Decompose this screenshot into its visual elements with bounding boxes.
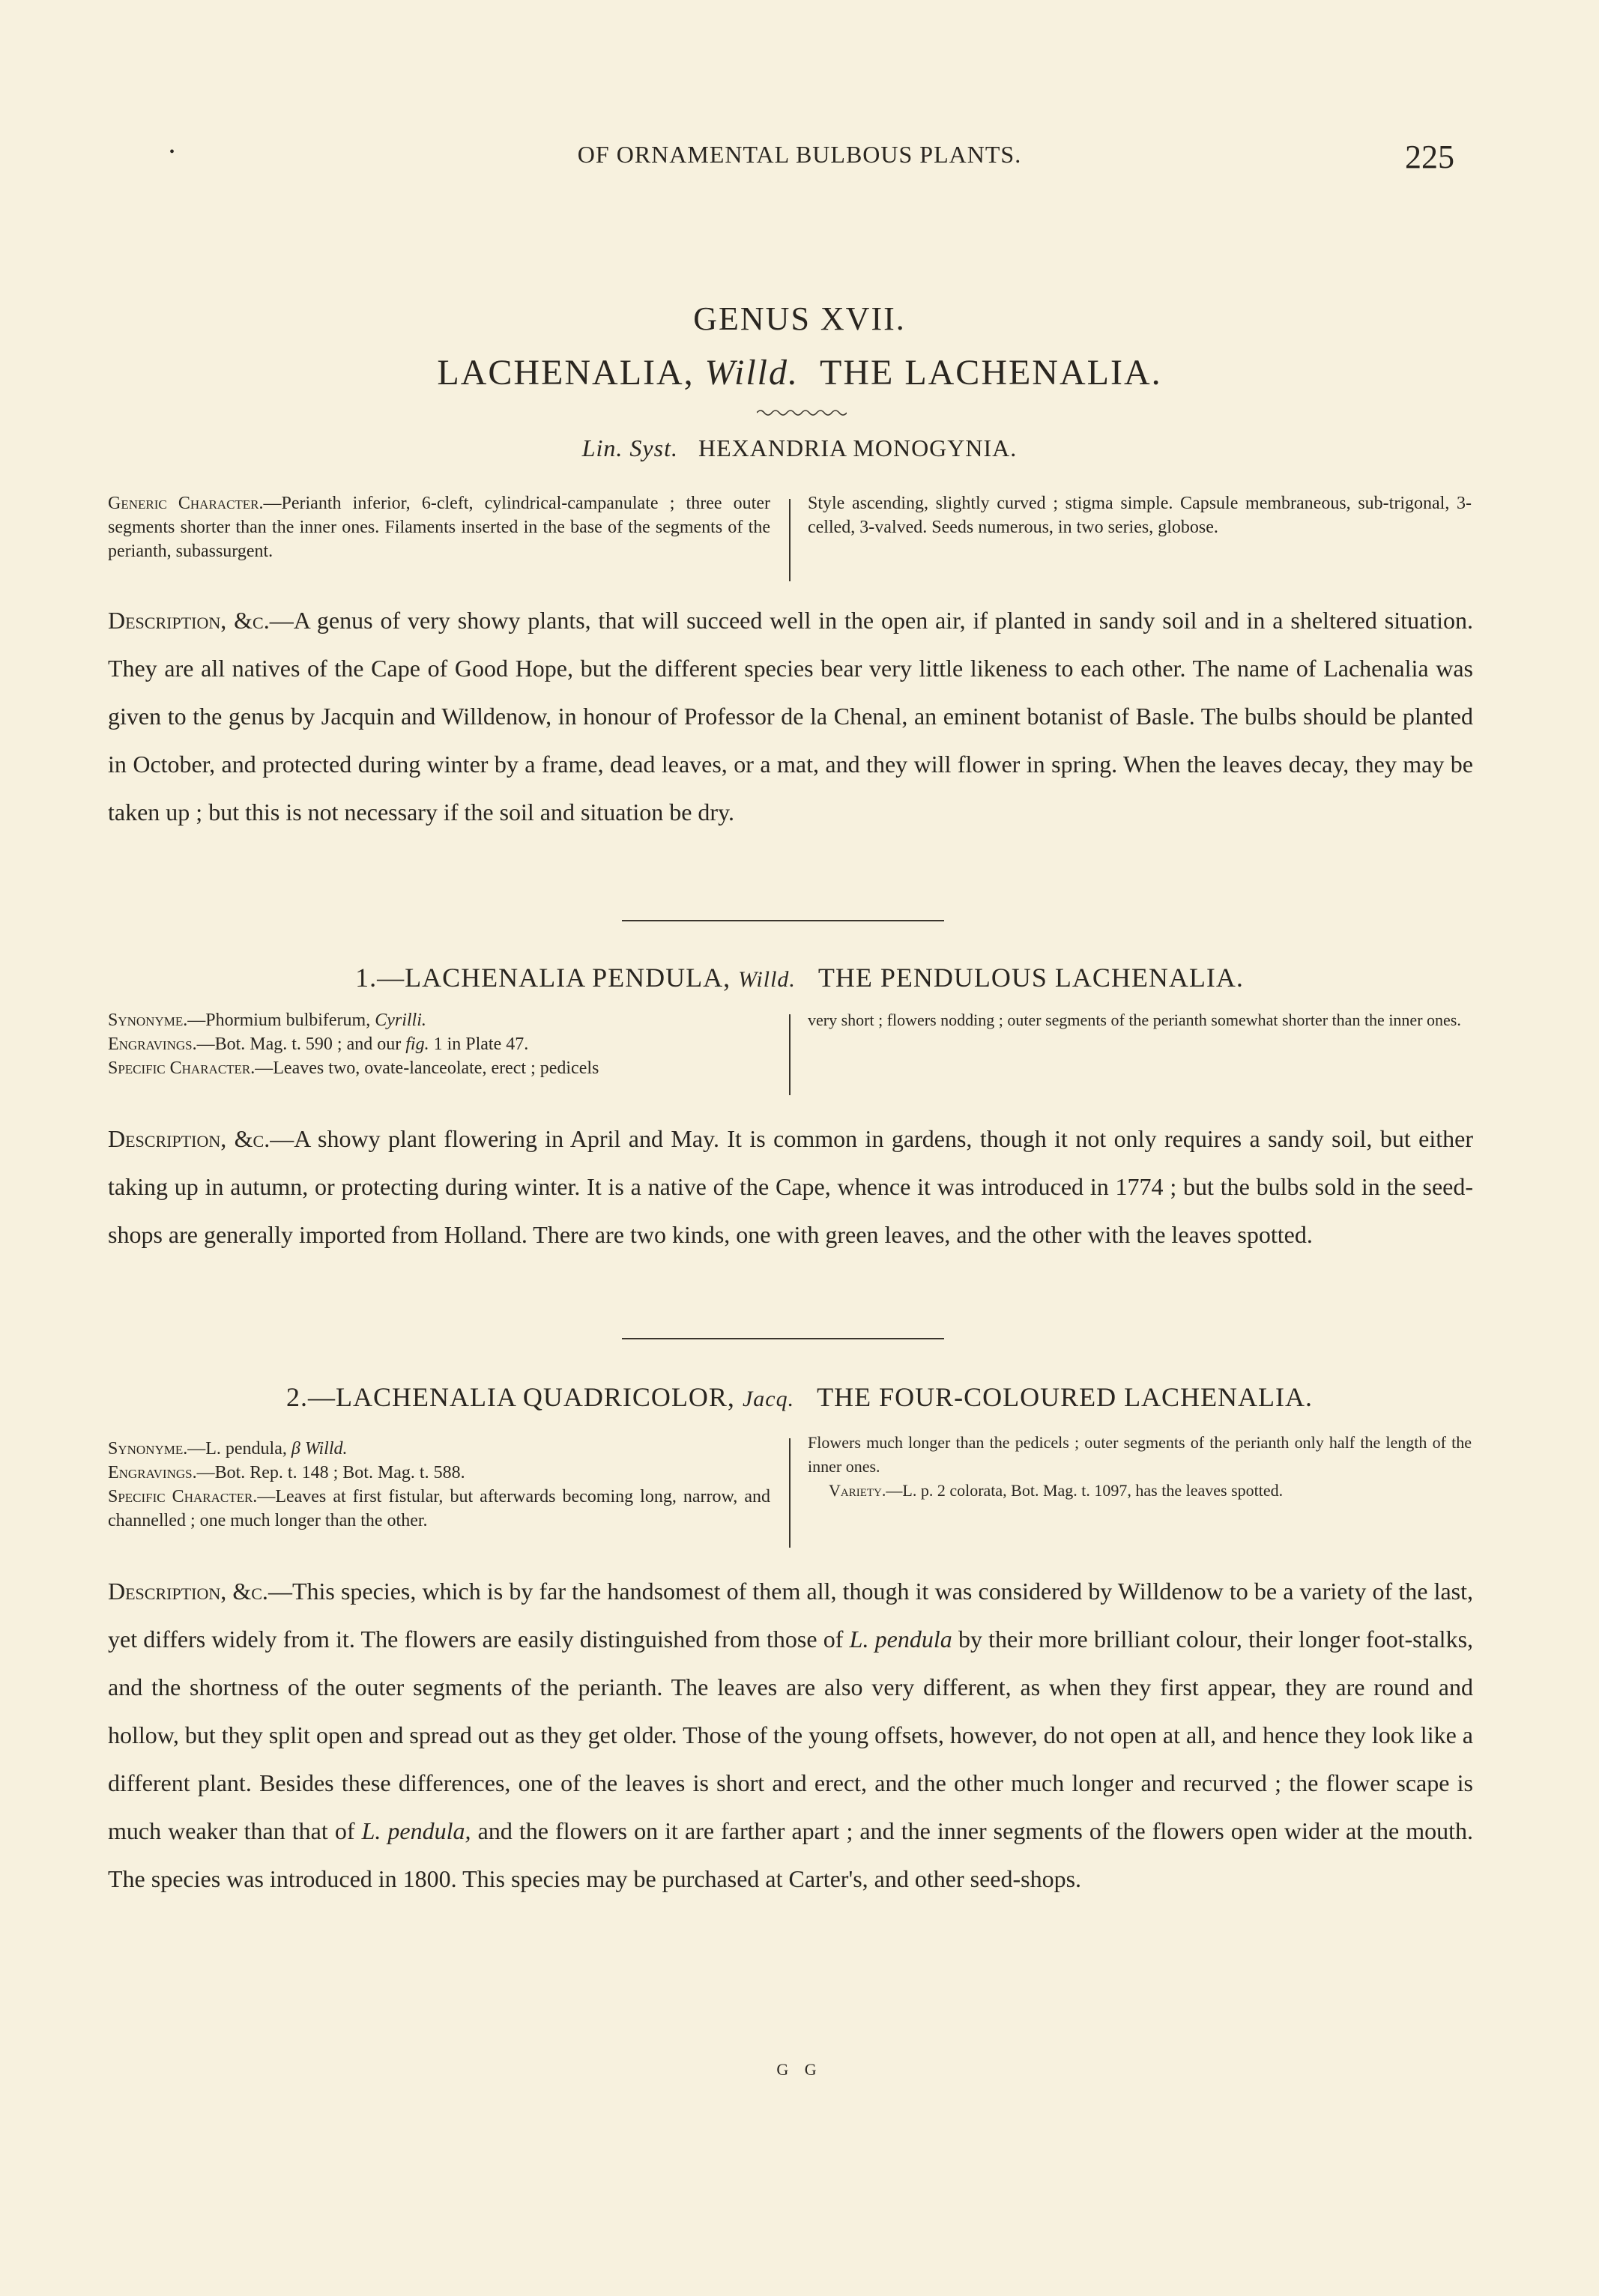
species-2-authority: Jacq. — [742, 1387, 795, 1411]
species-1-notes-left — [108, 1008, 770, 1080]
specific-character-text: —Leaves at first fistular, but afterwards becoming long, narrow, and channelled ; one much longer than the other. — [108, 1487, 770, 1530]
specific-character-label: Specific Character. — [108, 1058, 256, 1078]
species-1-heading — [0, 962, 1599, 993]
genus-common-name: THE LACHENALIA. — [820, 353, 1162, 393]
section-divider — [622, 1338, 944, 1339]
species-2-name: 2.—LACHENALIA QUADRICOLOR, — [285, 1382, 735, 1412]
description-italic-2: L. pendula, — [361, 1817, 471, 1844]
description-text: —A showy plant flowering in April and May. It is common in gardens, though it not only requires a sandy soil, but either taking up in autumn, or protecting during winter. It is a native of the Cape, whence it was introduced in 1774 ; but the bulbs sold in the seed-shops are generally imported from Holland. There are two kinds, one with green leaves, and the other with the leaves spotted. — [108, 1125, 1474, 1248]
species-2-common-name: THE FOUR-COLOURED LACHENALIA. — [817, 1382, 1314, 1412]
description-text-1: —This species, which is by far the handsomest of them all, though it was considered by Willdenow to be a variety of the last, yet differs widely from it. The flowers are easily distinguished from those of — [108, 1578, 1474, 1653]
genus-authority: Willd. — [704, 353, 800, 393]
genus-name: LACHENALIA, — [437, 353, 695, 393]
specific-character-label: Specific Character. — [108, 1487, 258, 1506]
description-italic-1: L. pendula — [849, 1626, 952, 1653]
description-label: Description, &c. — [108, 1125, 270, 1152]
description-text-2: by their more brilliant colour, their longer foot-stalks, and the shortness of the outer segments of the perianth. The leaves are also very different, as when they first appear, they are round and hollow, but they split open and spread out as they get older. Those of the young offsets, however, do not open at all, and hence they look like a different plant. Besides these differences, one of the leaves is short and erect, and the other much longer and recurved ; the flower scape is much weaker than that of — [108, 1626, 1474, 1844]
species-1-name: 1.—LACHENALIA PENDULA, — [355, 963, 731, 993]
synonyme-text: —Phormium bulbiferum, — [187, 1011, 371, 1030]
squiggle-ornament — [757, 408, 847, 417]
description-label: Description, &c. — [108, 1578, 268, 1605]
linnaean-system — [0, 434, 1599, 462]
synonyme-label: Synonyme. — [108, 1011, 188, 1030]
engravings-fig: fig. — [405, 1035, 429, 1054]
species-2-heading — [0, 1381, 1599, 1413]
lin-syst-value: HEXANDRIA MONOGYNIA. — [698, 434, 1018, 461]
generic-character-label: Generic Character. — [108, 494, 264, 513]
column-divider — [789, 1438, 791, 1548]
section-divider — [622, 920, 944, 921]
synonyme-authority: β Willd. — [291, 1439, 348, 1459]
species-2-description — [108, 1567, 1473, 1903]
description-text: —A genus of very showy plants, that will succeed well in the open air, if planted in sandy soil and in a sheltered situation. They are all natives of the Cape of Good Hope, but the different species bear very little likeness to each other. The name of Lachenalia was given to the genus by Jacquin and Willdenow, in honour of Professor de la Chenal, an eminent botanist of Basle. The bulbs should be planted in October, and protected during winter by a frame, dead leaves, or a mat, and they will flower in spring. When the leaves decay, they may be taken up ; but this is not necessary if the soil and situation be dry. — [108, 607, 1473, 826]
genus-label: GENUS XVII. — [693, 300, 906, 337]
lin-syst-label: Lin. Syst. — [581, 434, 678, 461]
generic-character-right: Style ascending, slightly curved ; stigma simple. Capsule membraneous, sub-trigonal, 3-celled, 3-valved. Seeds numerous, in two series, globose. — [808, 494, 1472, 537]
description-label: Description, &c. — [108, 607, 270, 634]
species-2-right-text: Flowers much longer than the pedicels ; outer segments of the perianth only half the length of the inner ones. — [808, 1433, 1472, 1476]
genus-description — [108, 596, 1473, 836]
column-divider — [789, 1014, 791, 1095]
generic-character-left — [108, 491, 770, 563]
engravings-tail: 1 in Plate 47. — [433, 1035, 529, 1054]
engravings-label: Engravings. — [108, 1035, 197, 1054]
engravings-text: —Bot. Rep. t. 148 ; Bot. Mag. t. 588. — [196, 1463, 465, 1482]
page-number: 225 — [1405, 139, 1454, 175]
species-2-notes-left — [108, 1437, 770, 1533]
description-text-3: and the flowers on it are farther apart ; and the inner segments of the flowers open wider at the mouth. The species was introduced in 1800. This species may be purchased at Carter's, and other seed-shops. — [108, 1817, 1474, 1892]
species-1-authority: Willd. — [738, 967, 796, 992]
species-1-description — [108, 1115, 1473, 1258]
specific-character-text: —Leaves two, ovate-lanceolate, erect ; pedicels — [255, 1058, 599, 1078]
running-title: OF ORNAMENTAL BULBOUS PLANTS. — [577, 141, 1022, 168]
synonyme-text: —L. pendula, — [187, 1439, 287, 1459]
genus-title — [0, 352, 1599, 393]
species-2-notes-right — [808, 1431, 1472, 1503]
synonyme-label: Synonyme. — [108, 1439, 188, 1459]
generic-character-text: —Perianth inferior, 6-cleft, cylindrical-campanulate ; three outer segments shorter than the inner ones. Filaments inserted in the base of the segments of the perianth, subassurgent. — [108, 494, 770, 561]
variety-label: Variety. — [829, 1481, 886, 1500]
variety-text: —L. p. 2 colorata, Bot. Mag. t. 1097, has the leaves spotted. — [886, 1481, 1284, 1500]
column-divider — [789, 499, 791, 581]
engravings-label: Engravings. — [108, 1463, 197, 1482]
species-1-notes-right: very short ; flowers nodding ; outer segments of the perianth somewhat shorter than the inner ones. — [808, 1011, 1461, 1029]
engravings-text: —Bot. Mag. t. 590 ; and our — [196, 1035, 402, 1054]
synonyme-authority: Cyrilli. — [375, 1011, 426, 1030]
species-1-common-name: THE PENDULOUS LACHENALIA. — [817, 963, 1244, 993]
signature-mark: G G — [776, 2060, 823, 2079]
printer-mark: • — [169, 144, 175, 160]
